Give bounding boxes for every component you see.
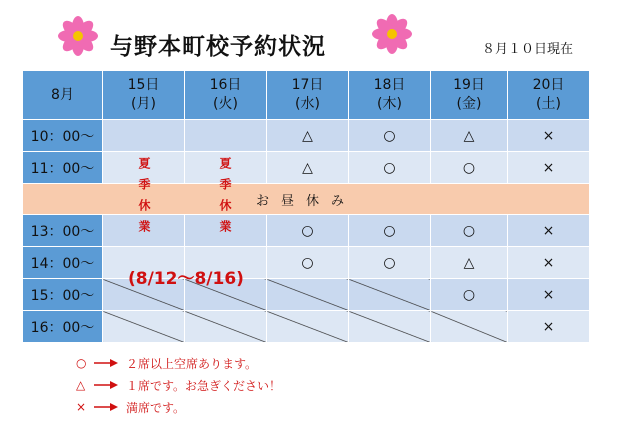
cosmos-flower-icon	[58, 16, 98, 56]
month-header: 8月	[23, 71, 103, 120]
day-header: 19日 (金)	[431, 71, 508, 120]
title-area	[50, 14, 430, 64]
closed-slot-cell	[185, 311, 267, 343]
day-header: 20日 (土)	[508, 71, 590, 120]
closed-slot-cell	[349, 311, 431, 343]
time-label: 10：00～	[23, 120, 103, 152]
slot-cell: ×	[508, 152, 590, 184]
slot-cell: ×	[508, 279, 590, 311]
slot-cell: ○	[349, 152, 431, 184]
slot-cell: ○	[431, 215, 508, 247]
time-label: 16：00～	[23, 311, 103, 343]
reservation-table	[22, 70, 590, 343]
legend-symbol: ×	[76, 400, 87, 414]
summer-break-range: (8/12～8/16)	[128, 269, 244, 289]
closed-slot-cell	[431, 311, 508, 343]
legend-text: ２席以上空席あります。	[126, 356, 258, 371]
time-row	[23, 215, 590, 247]
summer-break-label: 夏季休業	[137, 157, 151, 241]
slot-cell: △	[267, 152, 349, 184]
slot-cell: ○	[349, 215, 431, 247]
slot-cell: ×	[508, 247, 590, 279]
slot-cell: ○	[349, 247, 431, 279]
time-row	[23, 279, 590, 311]
right-arrow-icon	[94, 402, 118, 412]
slot-cell: ×	[508, 120, 590, 152]
cosmos-flower-icon	[372, 14, 412, 54]
time-label: 15：00～	[23, 279, 103, 311]
day-header: 18日 (木)	[349, 71, 431, 120]
lunch-break-label: お昼休み	[23, 184, 590, 215]
slot-cell: ×	[508, 215, 590, 247]
legend-text: 満席です。	[126, 400, 186, 415]
legend-item	[76, 374, 281, 396]
legend	[76, 352, 281, 418]
day-header: 16日 (火)	[185, 71, 267, 120]
slot-cell: ○	[431, 279, 508, 311]
time-label: 11：00～	[23, 152, 103, 184]
legend-symbol: ○	[76, 356, 87, 370]
slot-cell: △	[431, 120, 508, 152]
closed-slot-cell	[267, 279, 349, 311]
legend-symbol: △	[76, 378, 86, 392]
header-row	[23, 71, 590, 120]
page-title: 与野本町校予約状況	[110, 34, 326, 60]
slot-cell	[185, 120, 267, 152]
slot-cell: ○	[267, 247, 349, 279]
time-row	[23, 311, 590, 343]
time-row	[23, 152, 590, 184]
legend-item	[76, 396, 281, 418]
time-row	[23, 120, 590, 152]
day-header: 15日 (月)	[103, 71, 185, 120]
summer-break-label: 夏季休業	[218, 157, 232, 241]
time-label: 14：00～	[23, 247, 103, 279]
slot-cell: ○	[349, 120, 431, 152]
as-of-date: ８月１０日現在	[482, 42, 574, 57]
time-row	[23, 247, 590, 279]
slot-cell: ○	[267, 215, 349, 247]
slot-cell	[103, 120, 185, 152]
day-header: 17日 (水)	[267, 71, 349, 120]
slot-cell: △	[267, 120, 349, 152]
slot-cell: ○	[431, 152, 508, 184]
time-label: 13：00～	[23, 215, 103, 247]
closed-slot-cell	[267, 311, 349, 343]
legend-text: １席です。お急ぎください！	[126, 378, 282, 393]
closed-slot-cell	[103, 311, 185, 343]
slot-cell: △	[431, 247, 508, 279]
legend-item	[76, 352, 281, 374]
closed-slot-cell	[349, 279, 431, 311]
lunch-row	[23, 184, 590, 215]
right-arrow-icon	[94, 358, 118, 368]
slot-cell: ×	[508, 311, 590, 343]
right-arrow-icon	[94, 380, 118, 390]
